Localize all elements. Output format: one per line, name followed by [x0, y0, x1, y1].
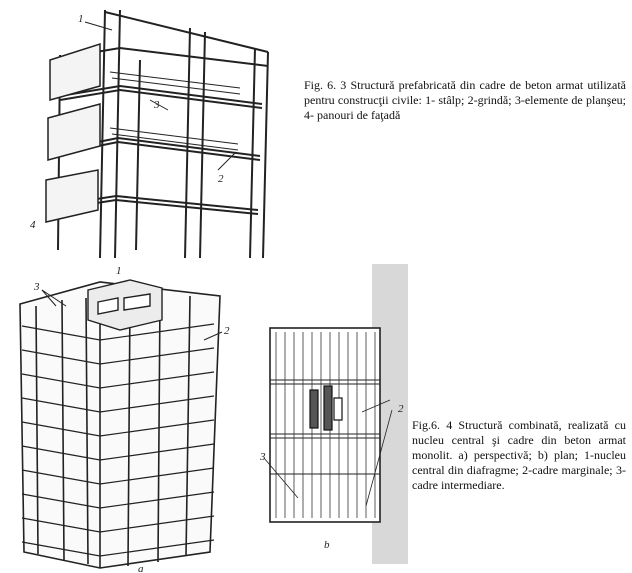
fig64a-label-2: 2: [224, 325, 230, 337]
figure-6-4a-perspective-drawing: [0, 262, 262, 573]
figure-6-3-prefab-frame-drawing: [0, 0, 290, 262]
figure-6-3-caption: Fig. 6. 3 Structură prefabricată din cadre de beton armat utilizată pentru construcţii civile: 1- stâlp; 2-grindă; 3-elemente de planşeu; 4- panouri de faţadă: [304, 78, 626, 122]
fig63-label-4: 4: [30, 219, 36, 231]
figure-6-4b-plan-drawing: [262, 262, 412, 573]
fig64a-label-3: 3: [34, 281, 40, 293]
fig63-label-2: 2: [218, 173, 224, 185]
figure-6-4-caption: Fig.6. 4 Structură combinată, realizată cu nucleu central şi cadre din beton armat monolit. a) perspectivă; b) plan; 1-nucleu central din diafragme; 2-cadre marginale; 3-cadre intermediare.: [412, 418, 626, 492]
fig64b-sublabel: b: [324, 539, 330, 551]
fig64b-label-3: 3: [260, 451, 266, 463]
fig64a-label-1: 1: [116, 265, 122, 277]
fig64a-sublabel: a: [138, 563, 144, 573]
fig63-label-1: 1: [78, 13, 84, 25]
fig63-label-3: 3: [154, 99, 160, 111]
fig64b-label-2: 2: [398, 403, 404, 415]
